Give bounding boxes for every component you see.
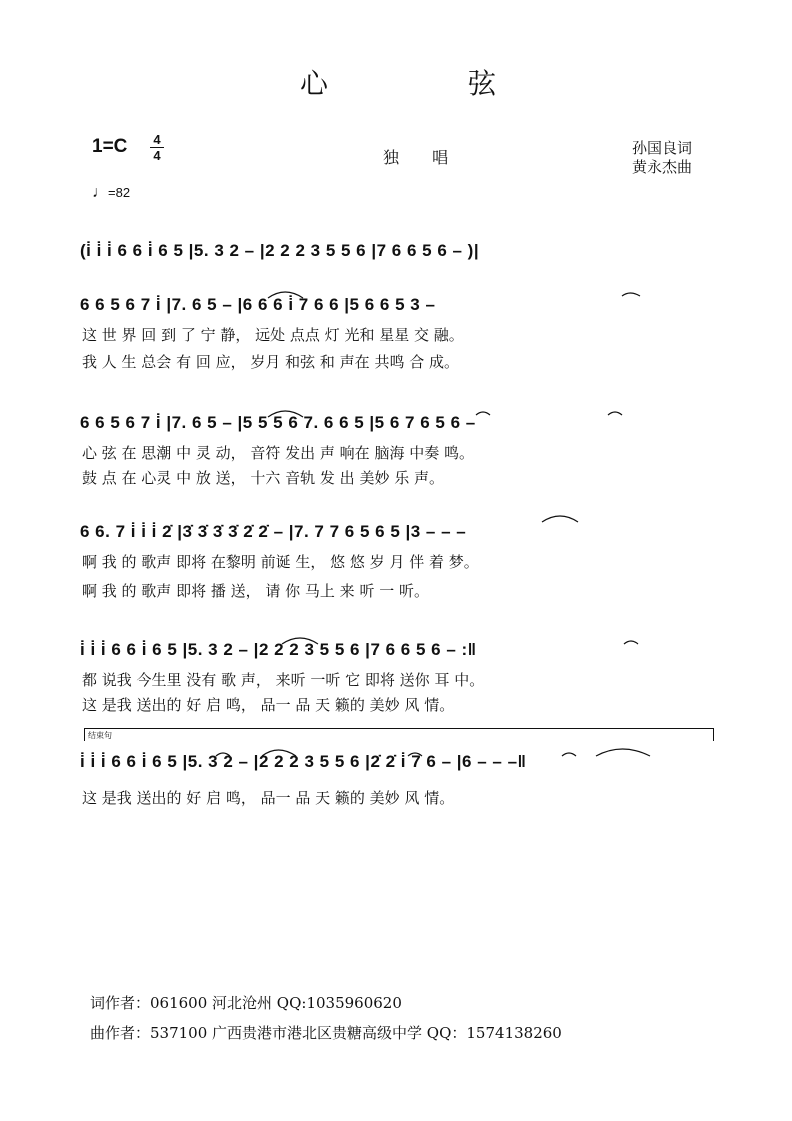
slur-mark [608, 412, 622, 415]
tempo-value: =82 [108, 185, 131, 200]
lyric-line-5-1: 都 说我 今生里 没有 歌 声， 来听 一听 它 即将 送你 耳 中。 [82, 671, 485, 689]
time-signature-bottom: 4 [153, 148, 161, 163]
notation-line-2: 6 6 5 6 7 i̇ |7. 6 5 – |6 6 6 i̇ 7 6 6 |5 6 6 5 3 – [80, 295, 436, 314]
notation-line-6: i̇ i̇ i̇ 6 6 i̇ 6 5 |5. 3 2 – |2 2 2 3 5 5 6 |2̇ 2̇ i̇ 7 6 – |6 – – –‖ [80, 752, 527, 771]
notation-line-4: 6 6. 7 i̇ i̇ i̇ 2̇ |3̇ 3̇ 3̇ 3̇ 2̇ 2̇ – |7. 7 7 6 5 6 5 |3 – – – [80, 522, 467, 541]
performance-type: 独 唱 [383, 148, 463, 167]
lyricist-contact: 词作者：061600 河北沧州 QQ:1035960620 [90, 994, 402, 1012]
slur-mark [562, 753, 576, 756]
slur-mark [268, 292, 303, 298]
key-signature: 1=C [92, 136, 128, 157]
notation-line-3: 6 6 5 6 7 i̇ |7. 6 5 – |5 5 5 6 7. 6 6 5 |5 6 7 6 5 6 – [80, 413, 476, 432]
slur-mark [268, 411, 303, 417]
lyric-line-3-1: 心 弦 在 思潮 中 灵 动， 音符 发出 声 响在 脑海 中奏 鸣。 [82, 444, 474, 462]
title-left: 心 [300, 67, 329, 100]
lyricist-credit: 孙国良词 [632, 139, 693, 157]
lyric-line-2-2: 我 人 生 总会 有 回 应， 岁月 和弦 和 声在 共鸣 合 成。 [82, 353, 459, 371]
lyric-line-6-1: 这 是我 送出的 好 启 鸣， 品一 品 天 籁的 美妙 风 情。 [82, 789, 455, 807]
slur-mark [596, 749, 650, 756]
notation-line-1: (i̇ i̇ i̇ 6 6 i̇ 6 5 |5. 3 2 – |2 2 2 3 5 5 6 |7 6 6 5 6 – )| [80, 241, 480, 260]
title-right: 弦 [468, 67, 497, 100]
slur-mark [476, 412, 490, 415]
composer-contact: 曲作者：537100 广西贵港市港北区贵糖高级中学 QQ：1574138260 [90, 1024, 562, 1042]
slur-mark [282, 638, 318, 644]
slur-mark [408, 753, 422, 756]
notation-line-5: i̇ i̇ i̇ 6 6 i̇ 6 5 |5. 3 2 – |2 2 2 3 5 5 6 |7 6 6 5 6 – :‖ [80, 640, 477, 659]
lyric-line-4-1: 啊 我 的 歌声 即将 在黎明 前诞 生， 悠 悠 岁 月 伴 着 梦。 [82, 553, 479, 571]
time-signature-top: 4 [153, 132, 161, 147]
ending-label: 结束句 [88, 731, 112, 740]
lyric-line-5-2: 这 是我 送出的 好 启 鸣， 品一 品 天 籁的 美妙 风 情。 [82, 696, 455, 714]
slur-mark [624, 641, 638, 644]
slur-mark [216, 753, 230, 756]
slur-mark [542, 516, 578, 522]
slur-mark [622, 293, 640, 296]
lyric-line-3-2: 鼓 点 在 心灵 中 放 送， 十六 音轨 发 出 美妙 乐 声。 [82, 469, 444, 487]
lyric-line-4-2: 啊 我 的 歌声 即将 播 送， 请 你 马上 来 听 一 听。 [82, 582, 429, 600]
lyric-line-2-1: 这 世 界 回 到 了 宁 静， 远处 点点 灯 光和 星星 交 融。 [82, 326, 464, 344]
composer-credit: 黄永杰曲 [632, 158, 693, 176]
quarter-note-icon: ♩ [92, 184, 108, 201]
slur-mark [262, 750, 296, 756]
